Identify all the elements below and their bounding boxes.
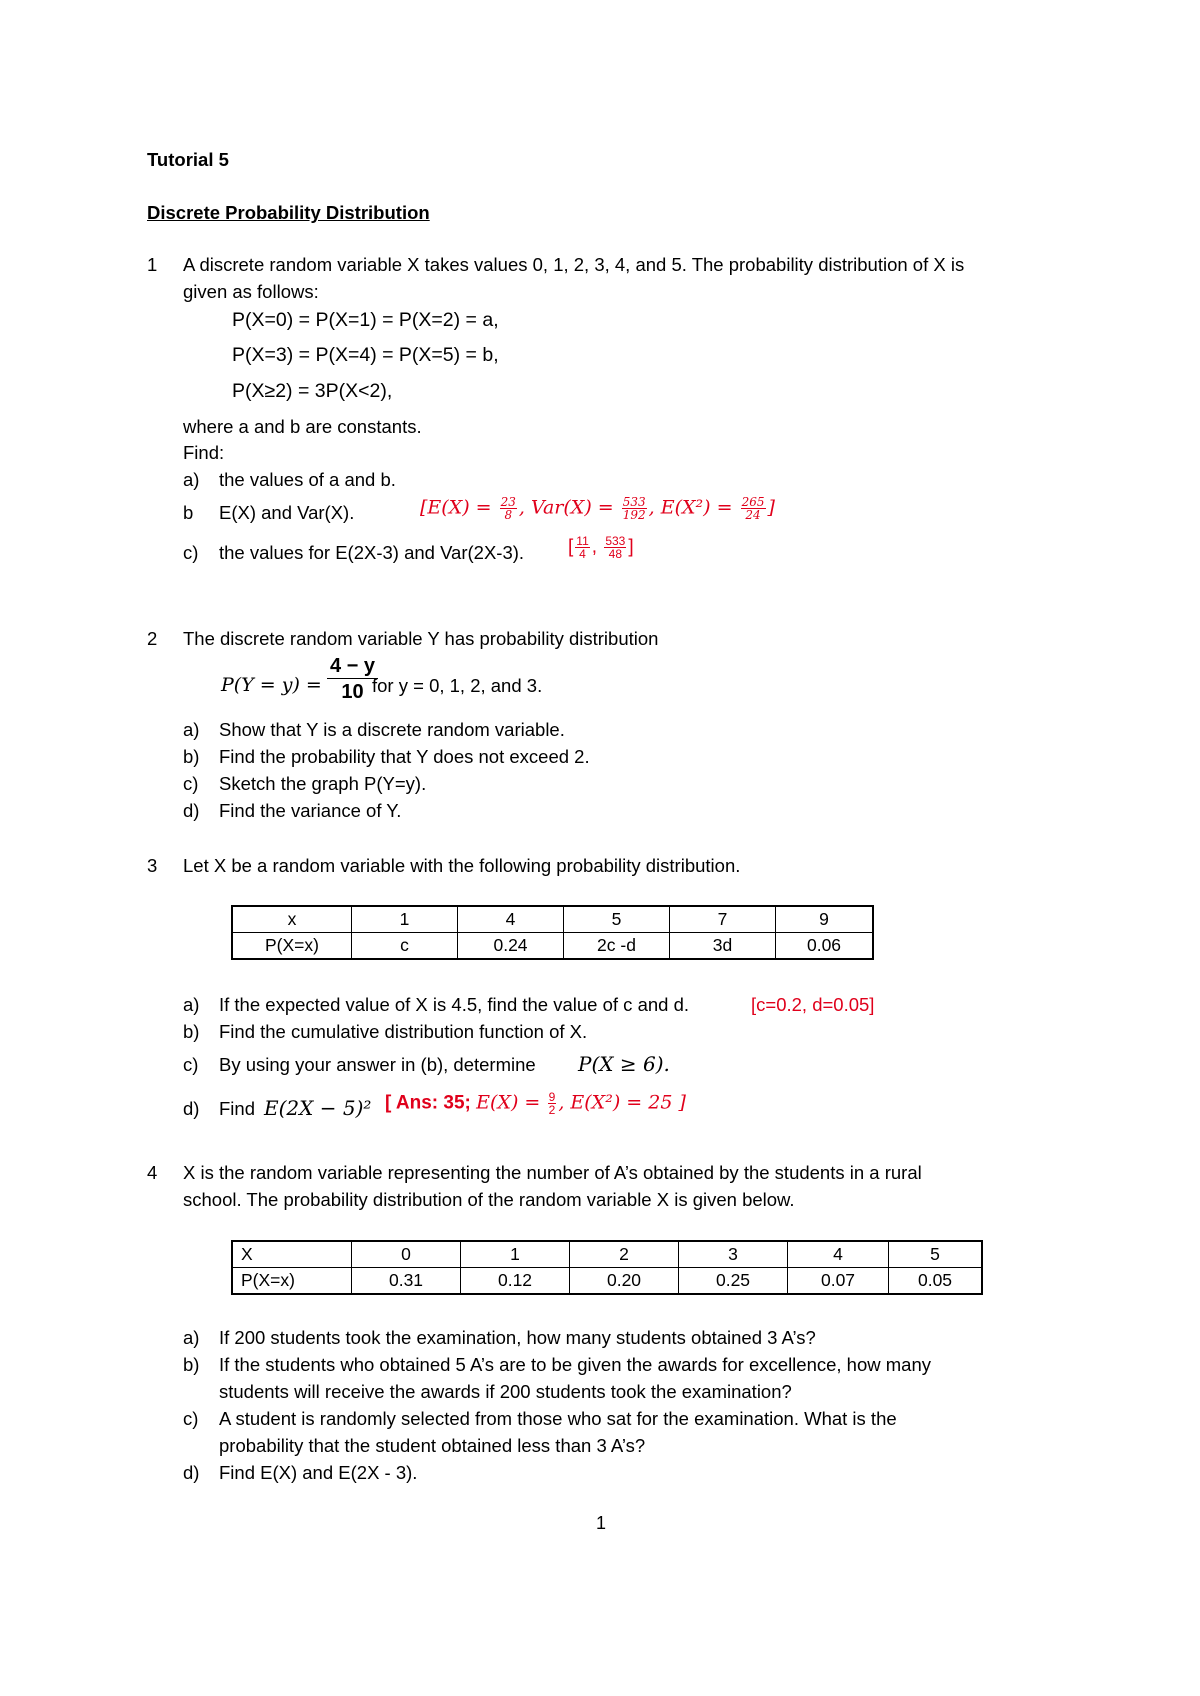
table-cell: 0.20 <box>570 1268 679 1295</box>
question-number: 3 <box>147 855 158 876</box>
table-cell: 3 <box>679 1241 788 1268</box>
answer <box>385 1091 686 1116</box>
answer-text: ] <box>628 536 634 558</box>
numerator: 4 − y <box>327 656 378 679</box>
table-cell: 0.25 <box>679 1268 788 1295</box>
probability-table <box>231 905 874 960</box>
fraction <box>575 535 589 560</box>
table-row <box>232 1241 982 1268</box>
table-cell: 1 <box>352 906 458 933</box>
denominator: 48 <box>608 547 622 561</box>
answer-text: , <box>591 536 598 558</box>
table-cell: 4 <box>788 1241 889 1268</box>
denominator: 8 <box>504 508 513 522</box>
part-label: c) <box>183 1408 199 1429</box>
math-expression: P(X ≥ 6). <box>578 1052 670 1076</box>
section-heading: Discrete Probability Distribution <box>147 202 430 223</box>
part-label: c) <box>183 773 199 794</box>
part-text: If 200 students took the examination, how many students obtained 3 A’s? <box>219 1327 816 1348</box>
table-cell: 0.07 <box>788 1268 889 1295</box>
denominator: 4 <box>579 547 586 561</box>
numerator: 533 <box>622 495 646 509</box>
question-text: X is the random variable representing the number of A’s obtained by the students in a rural <box>183 1162 922 1183</box>
part-label: b) <box>183 746 200 767</box>
numerator: 533 <box>605 534 626 548</box>
answer-text: [E(X) = <box>420 496 492 519</box>
table-cell: 4 <box>458 906 564 933</box>
numerator: 23 <box>500 495 516 509</box>
question-text: A discrete random variable X takes values 0, 1, 2, 3, 4, and 5. The probability distribution of X is <box>183 254 965 275</box>
part-label: d) <box>183 800 200 821</box>
fraction <box>548 1091 557 1116</box>
answer-text: [ Ans: 35; <box>385 1092 471 1114</box>
question-text: The discrete random variable Y has probability distribution <box>183 628 659 649</box>
answer-text: , E(X²) = <box>648 496 733 519</box>
table-cell: 9 <box>776 906 874 933</box>
part-label: b <box>183 502 194 523</box>
part-text: A student is randomly selected from those who sat for the examination. What is the <box>219 1408 897 1429</box>
pmf-condition: for y = 0, 1, 2, and 3. <box>372 675 543 696</box>
part-text: If the students who obtained 5 A’s are to be given the awards for excellence, how many <box>219 1354 931 1375</box>
table-cell: 5 <box>564 906 670 933</box>
part-text: the values for E(2X-3) and Var(2X-3). <box>219 542 525 563</box>
part-text: Find <box>219 1098 255 1119</box>
table-cell: 0.06 <box>776 933 874 960</box>
math-expression: E(2X − 5)² <box>264 1096 372 1120</box>
part-text: Find the probability that Y does not exceed 2. <box>219 746 590 767</box>
part-text: Find the variance of Y. <box>219 800 402 821</box>
denominator: 192 <box>622 508 646 522</box>
question-number: 4 <box>147 1162 158 1183</box>
equation: P(X=3) = P(X=4) = P(X=5) = b, <box>232 344 499 366</box>
answer-text: [ <box>568 536 574 558</box>
part-label: a) <box>183 469 200 490</box>
table-cell: 7 <box>670 906 776 933</box>
pmf-lhs: P(Y = y) = <box>221 674 322 696</box>
table-cell: c <box>352 933 458 960</box>
part-label: d) <box>183 1098 200 1119</box>
part-label: a) <box>183 994 200 1015</box>
equation: P(X=0) = P(X=1) = P(X=2) = a, <box>232 309 499 331</box>
question-number: 1 <box>147 254 158 275</box>
part-label: b) <box>183 1354 200 1375</box>
answer <box>420 496 775 521</box>
page-title: Tutorial 5 <box>147 149 229 170</box>
numerator: 9 <box>548 1090 556 1104</box>
question-text: school. The probability distribution of the random variable X is given below. <box>183 1189 795 1210</box>
part-label: b) <box>183 1021 200 1042</box>
table-cell: 0.05 <box>889 1268 983 1295</box>
equation: P(X≥2) = 3P(X<2), <box>232 380 393 402</box>
part-text: Find the cumulative distribution function of X. <box>219 1021 588 1042</box>
part-text: Find E(X) and E(2X - 3). <box>219 1462 418 1483</box>
numerator: 265 <box>741 495 765 509</box>
table-row <box>232 906 873 933</box>
answer-text: E(X) = <box>476 1091 541 1114</box>
answer <box>568 535 634 560</box>
table-cell: P(X=x) <box>232 933 352 960</box>
part-label: a) <box>183 1327 200 1348</box>
part-text: E(X) and Var(X). <box>219 502 355 523</box>
question-number: 2 <box>147 628 158 649</box>
fraction <box>500 496 517 521</box>
table-cell: 0.31 <box>352 1268 461 1295</box>
part-text: If the expected value of X is 4.5, find the value of c and d. <box>219 994 689 1015</box>
answer: [c=0.2, d=0.05] <box>751 994 875 1015</box>
table-cell: x <box>232 906 352 933</box>
table-cell: X <box>232 1241 352 1268</box>
part-text: the values of a and b. <box>219 469 396 490</box>
part-label: c) <box>183 542 199 563</box>
table-cell: 0 <box>352 1241 461 1268</box>
part-text: probability that the student obtained less than 3 A’s? <box>219 1435 646 1456</box>
probability-table <box>231 1240 983 1295</box>
answer-text: , Var(X) = <box>518 496 614 519</box>
part-label: a) <box>183 719 200 740</box>
table-row <box>232 933 873 960</box>
question-text: where a and b are constants. <box>183 416 422 437</box>
question-text: given as follows: <box>183 281 319 302</box>
table-cell: 5 <box>889 1241 983 1268</box>
denominator: 10 <box>341 681 364 703</box>
table-cell: 3d <box>670 933 776 960</box>
table-cell: 2 <box>570 1241 679 1268</box>
page-number: 1 <box>596 1513 607 1533</box>
table-cell: P(X=x) <box>232 1268 352 1295</box>
numerator: 11 <box>576 534 589 548</box>
table-cell: 1 <box>461 1241 570 1268</box>
fraction <box>604 535 626 560</box>
table-cell: 0.24 <box>458 933 564 960</box>
part-label: d) <box>183 1462 200 1483</box>
denominator: 24 <box>745 508 761 522</box>
question-text: Find: <box>183 442 225 463</box>
answer-text: , E(X²) = 25 ] <box>558 1091 686 1114</box>
answer-text: ] <box>767 496 775 519</box>
fraction <box>741 496 766 521</box>
part-text: Sketch the graph P(Y=y). <box>219 773 427 794</box>
denominator: 2 <box>548 1103 556 1117</box>
part-text: Show that Y is a discrete random variable. <box>219 719 565 740</box>
part-label: c) <box>183 1054 199 1075</box>
table-row <box>232 1268 982 1295</box>
part-text: students will receive the awards if 200 students took the examination? <box>219 1381 792 1402</box>
table-cell: 0.12 <box>461 1268 570 1295</box>
question-text: Let X be a random variable with the following probability distribution. <box>183 855 741 876</box>
pmf-fraction <box>327 656 378 702</box>
fraction <box>622 496 647 521</box>
table-cell: 2c -d <box>564 933 670 960</box>
part-text: By using your answer in (b), determine <box>219 1054 536 1075</box>
